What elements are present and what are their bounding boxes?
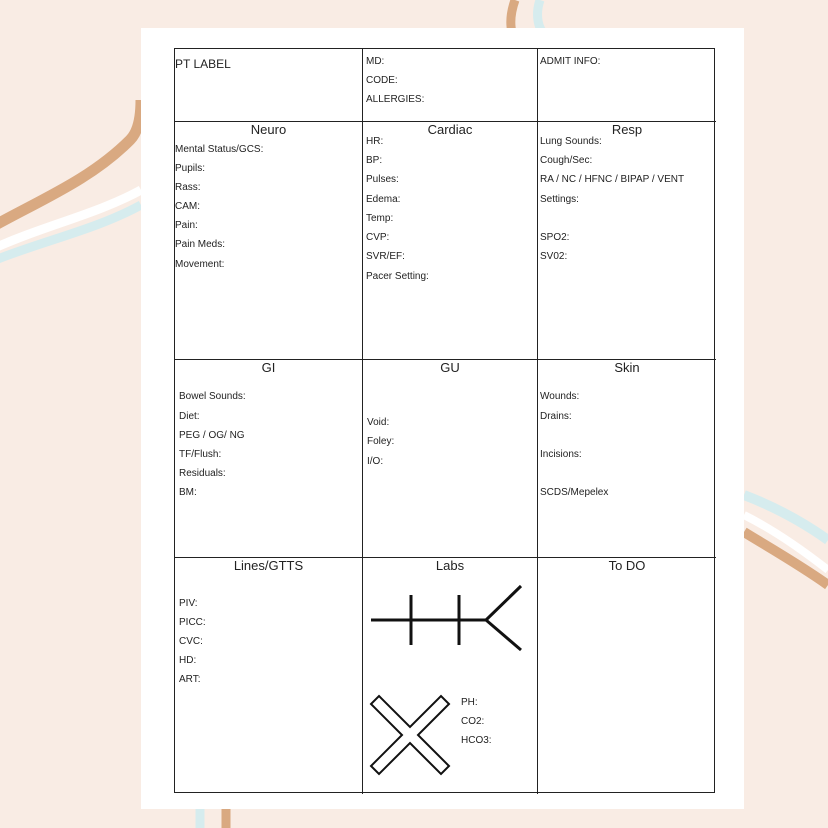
gu-section xyxy=(363,360,538,558)
neuro-field: Mental Status/GCS: xyxy=(175,144,264,155)
pt-label: PT LABEL xyxy=(175,57,231,71)
cardiac-field: SVR/EF: xyxy=(366,251,405,262)
abg-field: PH: xyxy=(461,697,478,708)
cardiac-field: CVP: xyxy=(366,232,390,243)
skin-field: SCDS/Mepelex xyxy=(540,487,609,498)
cardiac-field: HR: xyxy=(366,136,384,147)
skin-title: Skin xyxy=(614,360,640,375)
gu-title: GU xyxy=(440,360,460,375)
neuro-field: CAM: xyxy=(175,201,200,212)
neuro-field: Rass: xyxy=(175,182,201,193)
todo-title: To DO xyxy=(608,558,646,573)
lines-field: CVC: xyxy=(179,636,203,647)
abg-field: CO2: xyxy=(461,716,485,727)
labs-title: Labs xyxy=(435,558,465,573)
skin-field: Drains: xyxy=(540,411,572,422)
gi-field: TF/Flush: xyxy=(179,449,222,460)
neuro-field: Pupils: xyxy=(175,163,206,174)
resp-field: SPO2: xyxy=(540,232,570,243)
skin-field: Wounds: xyxy=(540,391,580,402)
md-label: MD: xyxy=(366,56,385,67)
md-code-allergies-cell xyxy=(363,49,538,122)
lines-field: ART: xyxy=(179,674,201,685)
gi-field: BM: xyxy=(179,487,197,498)
labs-section xyxy=(363,558,538,794)
cardiac-section xyxy=(363,122,538,360)
skin-field: Incisions: xyxy=(540,449,582,460)
lines-field: HD: xyxy=(179,655,197,666)
resp-section xyxy=(538,122,716,360)
lines-gtts-title: Lines/GTTS xyxy=(233,558,304,573)
allergies-label: ALLERGIES: xyxy=(366,94,425,105)
resp-field: Settings: xyxy=(540,194,579,205)
gi-field: Residuals: xyxy=(179,468,226,479)
admit-info-cell xyxy=(538,49,716,122)
gi-title: GI xyxy=(261,360,276,375)
neuro-field: Movement: xyxy=(175,259,225,270)
cardiac-field: Pacer Setting: xyxy=(366,271,429,282)
resp-field: SV02: xyxy=(540,251,568,262)
lines-field: PICC: xyxy=(179,617,206,628)
lines-field: PIV: xyxy=(179,598,198,609)
cardiac-field: Edema: xyxy=(366,194,401,205)
fishbone-lab-diagram xyxy=(369,583,529,653)
lines-gtts-section xyxy=(175,558,363,794)
cardiac-field: BP: xyxy=(366,155,383,166)
gu-field: I/O: xyxy=(367,456,384,467)
todo-section xyxy=(538,558,716,794)
patient-label-cell xyxy=(175,49,363,122)
skin-section xyxy=(538,360,716,558)
neuro-field: Pain Meds: xyxy=(175,239,226,250)
neuro-field: Pain: xyxy=(175,220,198,231)
gi-field: Diet: xyxy=(179,411,200,422)
cardiac-title: Cardiac xyxy=(427,122,473,137)
neuro-section xyxy=(175,122,363,360)
resp-field: Lung Sounds: xyxy=(540,136,602,147)
report-grid xyxy=(174,48,715,793)
neuro-title: Neuro xyxy=(250,122,287,137)
code-label: CODE: xyxy=(366,75,398,86)
resp-title: Resp xyxy=(611,122,643,137)
gu-field: Foley: xyxy=(367,436,395,447)
gi-field: Bowel Sounds: xyxy=(179,391,246,402)
gu-field: Void: xyxy=(367,417,390,428)
abg-cross-diagram xyxy=(369,694,451,776)
resp-field: Cough/Sec: xyxy=(540,155,593,166)
abg-field: HCO3: xyxy=(461,735,492,746)
cardiac-field: Temp: xyxy=(366,213,394,224)
resp-field: RA / NC / HFNC / BIPAP / VENT xyxy=(540,174,685,185)
cardiac-field: Pulses: xyxy=(366,174,399,185)
admit-info-label: ADMIT INFO: xyxy=(540,56,601,67)
gi-field: PEG / OG/ NG xyxy=(179,430,245,441)
gi-section xyxy=(175,360,363,558)
